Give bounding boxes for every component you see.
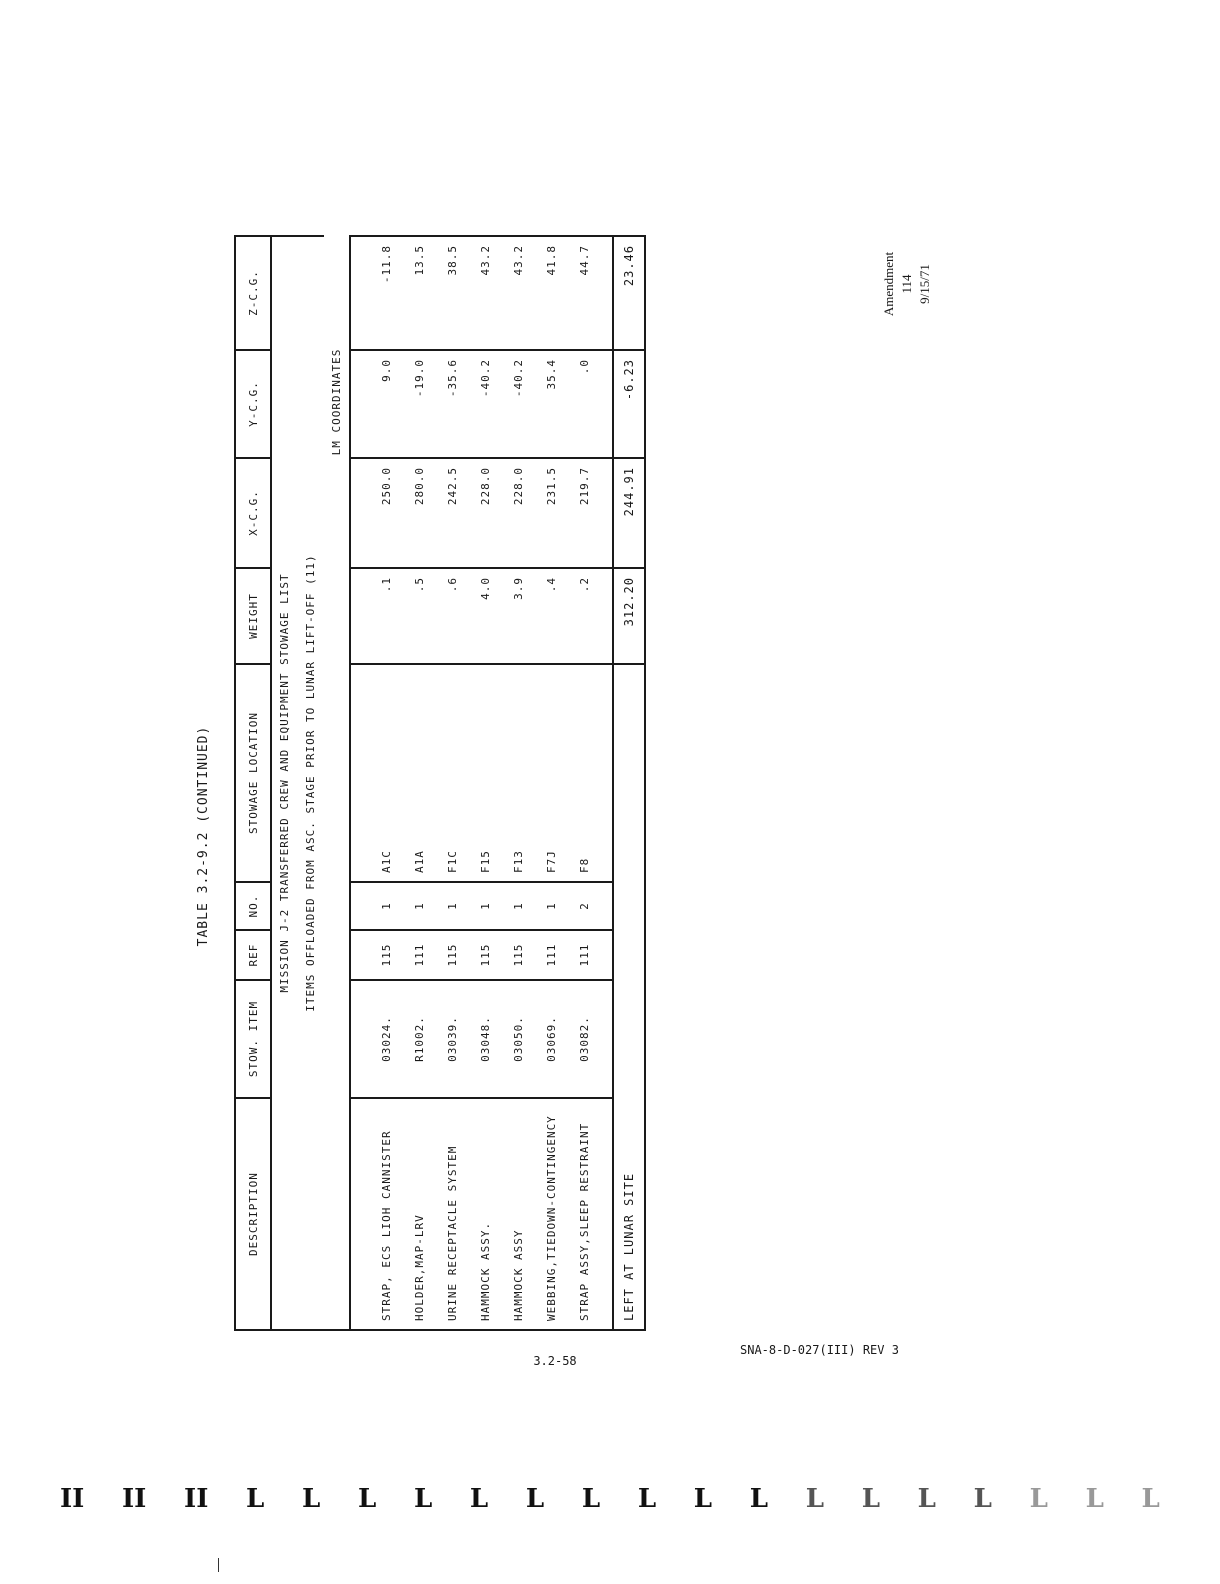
- table-cell: 115: [512, 943, 525, 967]
- col-stow-item: STOW. ITEM: [235, 980, 271, 1098]
- table-row: HAMMOCK ASSY: [512, 1229, 525, 1321]
- film-marks: [60, 1486, 1160, 1516]
- film-mark: L: [469, 1484, 489, 1514]
- film-mark: L: [1141, 1484, 1160, 1514]
- x-cg-cells: [350, 458, 613, 568]
- table-cell: 250.0: [380, 467, 393, 506]
- table-cell: 4.0: [479, 577, 492, 600]
- film-mark: II: [184, 1484, 209, 1514]
- table-cell: 13.5: [413, 245, 426, 276]
- table-cell: F7J: [545, 850, 558, 873]
- total-y-cg: -6.23: [613, 350, 645, 458]
- location-cells: [350, 664, 613, 882]
- table-cell: 1: [380, 902, 393, 910]
- table-cell: 219.7: [578, 467, 591, 506]
- table-caption: [192, 706, 216, 966]
- table-title-line-1: MISSION J-2 TRANSFERRED CREW AND EQUIPMENT STOWAGE LIST: [278, 573, 291, 993]
- table-cell: 03082.: [578, 1016, 591, 1062]
- table-cell: -19.0: [413, 359, 426, 398]
- film-mark: L: [1029, 1484, 1048, 1514]
- page-number: 3.2-58: [533, 1354, 577, 1368]
- total-x-cg: 244.91: [613, 458, 645, 568]
- table-cell: 1: [446, 902, 459, 910]
- description-cells: [350, 1098, 613, 1330]
- table-cell: -35.6: [446, 359, 459, 398]
- col-weight: WEIGHT: [235, 568, 271, 664]
- table-cell: 115: [446, 943, 459, 967]
- film-mark: L: [973, 1484, 992, 1514]
- spacer-cell: [324, 568, 350, 1330]
- table-row: STRAP ASSY,SLEEP RESTRAINT: [578, 1122, 591, 1321]
- ref-cells: [350, 930, 613, 980]
- table-cell: A1A: [413, 850, 426, 873]
- table-row: HOLDER,MAP-LRV: [413, 1214, 426, 1321]
- table-cell: 111: [545, 943, 558, 967]
- film-mark: L: [525, 1484, 545, 1514]
- table-cell: 03048.: [479, 1016, 492, 1062]
- film-mark: L: [637, 1484, 657, 1514]
- table-cell: 43.2: [479, 245, 492, 276]
- stow-item-cells: [350, 980, 613, 1098]
- film-mark: L: [581, 1484, 601, 1514]
- table-cell: 2: [578, 902, 591, 910]
- stowage-table: [234, 235, 646, 1331]
- table-row: STRAP, ECS LIOH CANNISTER: [380, 1130, 393, 1321]
- table-cell: .2: [578, 577, 591, 593]
- document-id: SNA-8-D-027(III) REV 3: [740, 1343, 899, 1357]
- table-cell: 03069.: [545, 1016, 558, 1062]
- table-cell: 228.0: [479, 467, 492, 506]
- table-cell: 280.0: [413, 467, 426, 506]
- table-row: URINE RECEPTACLE SYSTEM: [446, 1145, 459, 1321]
- col-description: DESCRIPTION: [235, 1098, 271, 1330]
- weight-cells: [350, 568, 613, 664]
- table-cell: 03039.: [446, 1016, 459, 1062]
- table-title-cell: [271, 236, 324, 1330]
- table-cell: .0: [578, 359, 591, 375]
- table-cell: 1: [512, 902, 525, 910]
- table-cell: 03050.: [512, 1016, 525, 1062]
- y-cg-cells: [350, 350, 613, 458]
- film-mark: L: [302, 1484, 321, 1514]
- col-no: NO.: [235, 882, 271, 930]
- total-z-cg: 23.46: [613, 236, 645, 350]
- table-cell: 43.2: [512, 245, 525, 276]
- table-cell: 231.5: [545, 467, 558, 506]
- table-cell: 3.9: [512, 577, 525, 600]
- stowage-table-container: [234, 237, 636, 1331]
- film-mark: L: [917, 1484, 936, 1514]
- table-cell: 115: [479, 943, 492, 967]
- film-mark: II: [60, 1484, 85, 1514]
- table-cell: F13: [512, 850, 525, 873]
- total-label: LEFT AT LUNAR SITE: [613, 664, 645, 1330]
- table-cell: .5: [413, 577, 426, 593]
- table-cell: -11.8: [380, 245, 393, 284]
- table-cell: 115: [380, 943, 393, 967]
- table-cell: -40.2: [512, 359, 525, 398]
- film-mark: L: [413, 1484, 433, 1514]
- film-mark: II: [122, 1484, 147, 1514]
- table-caption-text: TABLE 3.2-9.2 (CONTINUED): [196, 725, 211, 947]
- table-cell: 228.0: [512, 467, 525, 506]
- table-cell: 03024.: [380, 1016, 393, 1062]
- film-mark: L: [861, 1484, 880, 1514]
- table-row: WEBBING,TIEDOWN-CONTINGENCY: [545, 1115, 558, 1321]
- table-cell: F8: [578, 857, 591, 873]
- table-cell: 111: [413, 943, 426, 967]
- lm-coordinates-header: LM COORDINATES: [324, 236, 350, 568]
- table-cell: 44.7: [578, 245, 591, 276]
- table-cell: .6: [446, 577, 459, 593]
- film-mark: L: [357, 1484, 377, 1514]
- table-cell: R1002.: [413, 1016, 426, 1062]
- table-cell: F15: [479, 850, 492, 873]
- col-y-cg: Y-C.G.: [235, 350, 271, 458]
- table-cell: .1: [380, 577, 393, 593]
- z-cg-cells: [350, 236, 613, 350]
- col-location: STOWAGE LOCATION: [235, 664, 271, 882]
- table-row: HAMMOCK ASSY.: [479, 1221, 492, 1321]
- table-cell: 41.8: [545, 245, 558, 276]
- table-cell: 1: [545, 902, 558, 910]
- amendment-date: 9/15/71: [917, 264, 932, 304]
- film-mark: L: [1085, 1484, 1104, 1514]
- film-tick: [218, 1558, 219, 1572]
- film-mark: L: [693, 1484, 713, 1514]
- table-cell: 38.5: [446, 245, 459, 276]
- film-mark: L: [246, 1484, 265, 1514]
- table-cell: A1C: [380, 850, 393, 873]
- col-z-cg: Z-C.G.: [235, 236, 271, 350]
- amendment-label: Amendment 114: [881, 251, 914, 317]
- film-mark: L: [749, 1484, 769, 1514]
- table-cell: 242.5: [446, 467, 459, 506]
- total-weight: 312.20: [613, 568, 645, 664]
- table-cell: 9.0: [380, 359, 393, 382]
- table-cell: 35.4: [545, 359, 558, 390]
- col-x-cg: X-C.G.: [235, 458, 271, 568]
- table-cell: F1C: [446, 850, 459, 873]
- table-cell: -40.2: [479, 359, 492, 398]
- table-cell: .4: [545, 577, 558, 593]
- table-title-line-2: ITEMS OFFLOADED FROM ASC. STAGE PRIOR TO LUNAR LIFT-OFF (11): [304, 554, 317, 1012]
- table-cell: 1: [479, 902, 492, 910]
- table-cell: 1: [413, 902, 426, 910]
- table-cell: 111: [578, 943, 591, 967]
- amendment-block: [880, 244, 952, 324]
- col-ref: REF: [235, 930, 271, 980]
- film-mark: L: [805, 1484, 825, 1514]
